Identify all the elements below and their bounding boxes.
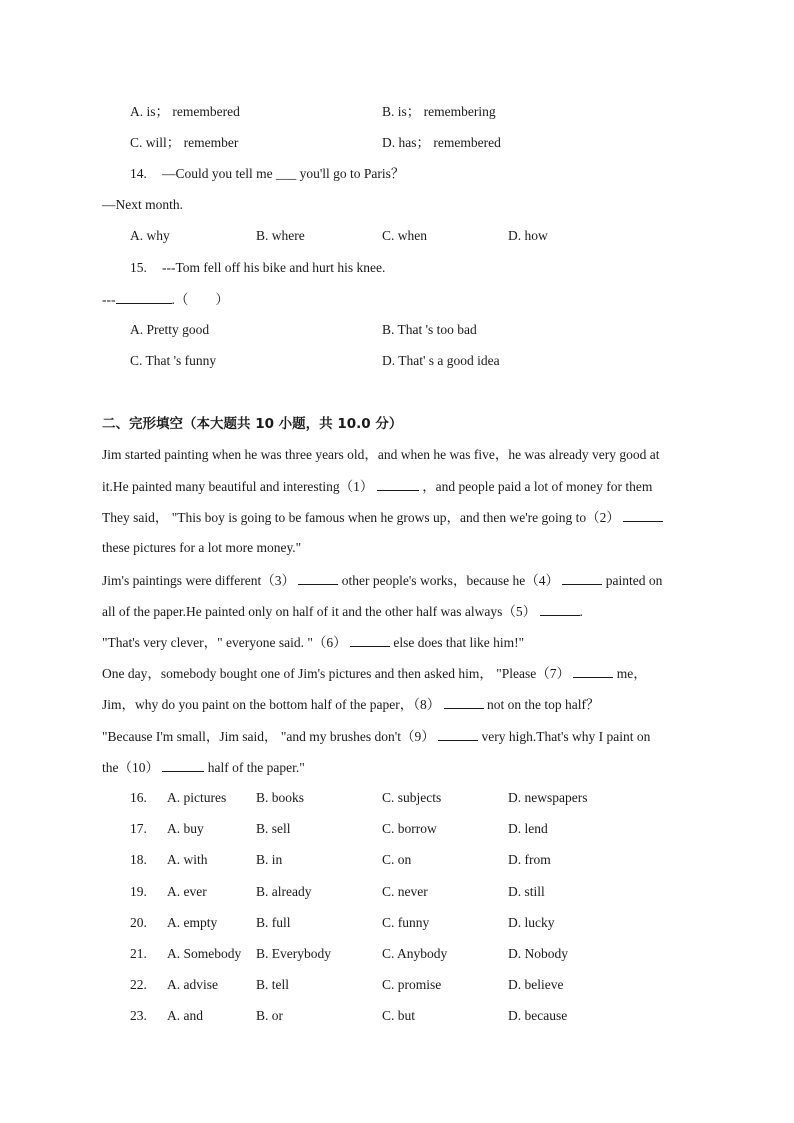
- option-a: A. advise: [167, 977, 218, 992]
- question-number: 20.: [130, 915, 147, 930]
- option-b: B. or: [256, 1008, 283, 1023]
- passage-line-8: [102, 663, 692, 684]
- passage-text: Jim，why do you paint on the bottom half of the paper，（8）: [102, 697, 441, 712]
- q15-option-d: D. That' s a good idea: [382, 353, 500, 368]
- passage-line-9: [102, 694, 692, 715]
- q14-option-c: C. when: [382, 228, 427, 243]
- passage-text: else does that like him!": [393, 635, 525, 650]
- question-number: 18.: [130, 852, 147, 867]
- q14-option-b: B. where: [256, 228, 305, 243]
- option-d: D. lucky: [508, 915, 555, 930]
- passage-text: ，and people paid a lot of money for them: [422, 479, 653, 494]
- option-a: A. empty: [167, 915, 218, 930]
- blank-9: [438, 726, 478, 741]
- q14-answer-line: —Next month.: [102, 197, 183, 212]
- q14-option-a: A. why: [130, 228, 170, 243]
- blank-5: [540, 601, 580, 616]
- option-a: A. with: [167, 852, 208, 867]
- option-c: C. subjects: [382, 790, 442, 805]
- option-b: B. already: [256, 884, 312, 899]
- q13-option-c: C. will； remember: [130, 135, 239, 150]
- option-d: D. because: [508, 1008, 568, 1023]
- q14-question: —Could you tell me ___ you'll go to Paris？: [162, 166, 405, 181]
- q15-option-b: B. That 's too bad: [382, 322, 477, 337]
- blank-4: [562, 570, 602, 585]
- passage-text: "That's very clever，" everyone said. "（6）: [102, 635, 347, 650]
- question-number: 23.: [130, 1008, 147, 1023]
- q14-number: 14.: [130, 166, 147, 181]
- passage-text: it.He painted many beautiful and interesting（1）: [102, 479, 374, 494]
- passage-text: Jim's paintings were different（3）: [102, 573, 296, 588]
- option-a: A. buy: [167, 821, 204, 836]
- option-a: A. pictures: [167, 790, 227, 805]
- q15-blank: [116, 289, 172, 304]
- q15-question: ---Tom fell off his bike and hurt his knee.: [162, 260, 386, 275]
- q15-answer-line: [102, 289, 229, 310]
- q14-option-d: D. how: [508, 228, 548, 243]
- q15-option-a: A. Pretty good: [130, 322, 210, 337]
- passage-text: "Because I'm small，Jim said， "and my brushes don't（9）: [102, 729, 435, 744]
- passage-line-1: Jim started painting when he was three years old，and when he was five，he was already very good at: [102, 447, 660, 462]
- blank-7: [573, 663, 613, 678]
- q13-option-d: D. has； remembered: [382, 135, 501, 150]
- section-heading: 二、完形填空（本大题共 10 小题，共 10.0 分）: [102, 416, 403, 432]
- q15-answer-suffix: .（ ）: [171, 292, 229, 307]
- passage-line-6: [102, 601, 692, 622]
- option-c: C. on: [382, 852, 412, 867]
- passage-line-3: [102, 507, 692, 528]
- passage-text: all of the paper.He painted only on half of it and the other half was always（5）: [102, 604, 537, 619]
- q15-number: 15.: [130, 260, 147, 275]
- option-b: B. Everybody: [256, 946, 331, 961]
- option-c: C. Anybody: [382, 946, 448, 961]
- option-c: C. promise: [382, 977, 442, 992]
- passage-text: the（10）: [102, 760, 159, 775]
- passage-line-2: [102, 476, 692, 497]
- passage-line-10: [102, 726, 692, 747]
- option-c: C. never: [382, 884, 428, 899]
- passage-text: other people's works，because he（4）: [341, 573, 560, 588]
- option-d: D. newspapers: [508, 790, 588, 805]
- passage-line-4: these pictures for a lot more money.": [102, 540, 302, 555]
- option-a: A. Somebody: [167, 946, 242, 961]
- option-b: B. in: [256, 852, 283, 867]
- blank-6: [350, 632, 390, 647]
- option-a: A. ever: [167, 884, 207, 899]
- option-d: D. lend: [508, 821, 548, 836]
- passage-text: One day，somebody bought one of Jim's pictures and then asked him， "Please（7）: [102, 666, 570, 681]
- question-number: 17.: [130, 821, 147, 836]
- option-c: C. funny: [382, 915, 430, 930]
- option-d: D. Nobody: [508, 946, 568, 961]
- option-c: C. but: [382, 1008, 416, 1023]
- question-number: 19.: [130, 884, 147, 899]
- passage-text: .: [579, 604, 583, 619]
- question-number: 21.: [130, 946, 147, 961]
- question-number: 16.: [130, 790, 147, 805]
- option-a: A. and: [167, 1008, 203, 1023]
- passage-text: half of the paper.": [207, 760, 305, 775]
- option-b: B. tell: [256, 977, 289, 992]
- blank-10: [162, 757, 204, 772]
- q15-option-c: C. That 's funny: [130, 353, 217, 368]
- option-d: D. still: [508, 884, 545, 899]
- q15-answer-prefix: ---: [102, 292, 116, 307]
- blank-8: [444, 694, 484, 709]
- option-b: B. sell: [256, 821, 291, 836]
- q13-option-b: B. is； remembering: [382, 104, 496, 119]
- passage-line-11: [102, 757, 692, 778]
- passage-text: painted on: [605, 573, 663, 588]
- passage-text: not on the top half？: [486, 697, 600, 712]
- passage-text: very high.That's why I paint on: [481, 729, 651, 744]
- option-d: D. from: [508, 852, 551, 867]
- option-c: C. borrow: [382, 821, 437, 836]
- blank-3: [298, 570, 338, 585]
- passage-text: me，: [616, 666, 647, 681]
- option-b: B. books: [256, 790, 305, 805]
- passage-line-7: [102, 632, 692, 653]
- blank-1: [377, 476, 419, 491]
- option-b: B. full: [256, 915, 291, 930]
- passage-line-5: [102, 570, 692, 591]
- question-number: 22.: [130, 977, 147, 992]
- option-d: D. believe: [508, 977, 564, 992]
- passage-text: They said， "This boy is going to be famous when he grows up，and then we're going to（2）: [102, 510, 620, 525]
- blank-2: [623, 507, 663, 522]
- q13-option-a: A. is； remembered: [130, 104, 240, 119]
